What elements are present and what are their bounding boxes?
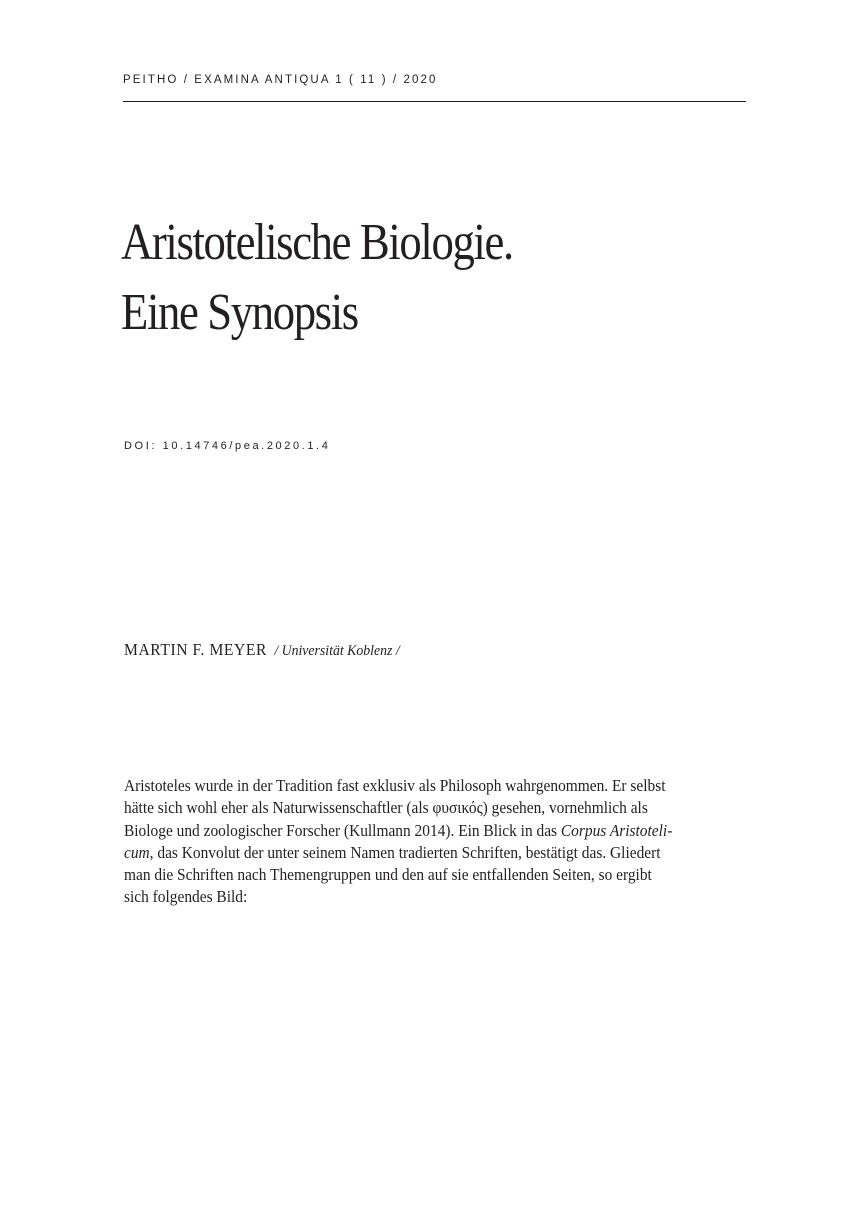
body-line-2: hätte sich wohl eher als Naturwissenschaftler (als φυσικός) gesehen, vornehmlich als	[124, 798, 648, 818]
author-affiliation: / Universität Koblenz /	[274, 643, 400, 659]
corpus-title-italic-end: cum	[124, 842, 150, 862]
running-header: PEITHO / EXAMINA ANTIQUA 1 ( 11 ) / 2020	[123, 74, 438, 86]
body-line-4-text: , das Konvolut der unter seinem Namen tradierten Schriften, bestätigt das. Gliedert	[149, 842, 661, 862]
body-line-5: man die Schriften nach Themengruppen und den auf sie entfallenden Seiten, so ergibt	[124, 865, 652, 885]
body-paragraph	[124, 775, 744, 909]
byline	[124, 640, 400, 660]
article-title	[121, 208, 671, 348]
article-title-line-1: Aristotelische Biologie.	[121, 214, 513, 271]
body-line-3-text: Biologe und zoologischer Forscher (Kullmann 2014). Ein Blick in das	[124, 820, 561, 840]
body-line-4	[124, 842, 744, 864]
body-line-3	[124, 820, 744, 842]
corpus-title-italic: Corpus Aristoteli-	[560, 820, 673, 840]
doi-label: DOI: 10.14746/pea.2020.1.4	[124, 440, 331, 452]
article-title-line-2: Eine Synopsis	[121, 284, 358, 341]
header-rule	[123, 101, 746, 102]
author-name: MARTIN F. MEYER	[124, 640, 267, 659]
body-line-1: Aristoteles wurde in der Tradition fast exklusiv als Philosoph wahrgenommen. Er selbst	[124, 776, 666, 795]
body-line-6: sich folgendes Bild:	[124, 887, 248, 907]
